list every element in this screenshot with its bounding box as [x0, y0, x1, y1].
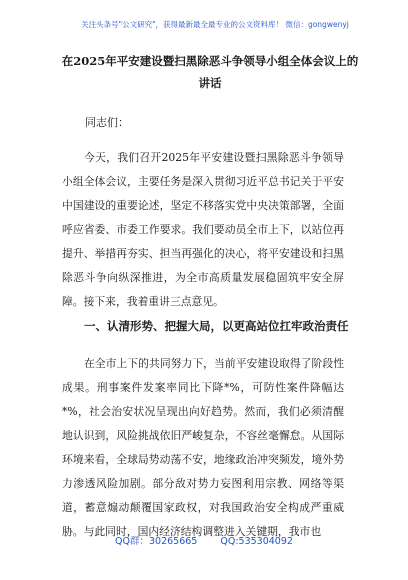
footer-contact — [0, 533, 408, 547]
footer-qq-number: QQ:535304092 — [220, 536, 293, 547]
paragraph-intro: 今天，我们召开2025年平安建设暨扫黑除恶斗争领导小组全体会议，主要任务是深入贯彻习近平总书记关于平安中国建设的重要论述，坚定不移落实党中央决策部署，全面呼应省委、市委工作要求。我们要动员全市上下，以站位再提升、举措再夯实、担当再强化的决心，将平安建设和扫黑除恶斗争向纵深推进，为全市高质量发展稳固筑牢安全屏障。接下来，我着重讲三点意见。 — [62, 151, 344, 308]
banner-promo-text: 关注头条号"公文研究"，获得最新最全最专业的公文资料库！ — [81, 20, 284, 29]
footer-qq-group: QQ群：30265665 — [115, 536, 198, 547]
title-line-2: 讲话 — [198, 76, 222, 90]
paragraph-situation: 在全市上下的共同努力下，当前平安建设取得了阶段性成果。刑事案件发案率同比下降*%，可防性案件降幅达*%，社会治安状况呈现出向好趋势。然而，我们必须清醒地认识到，风险挑战依旧严峻复杂，不容丝毫懈怠。从国际环境来看，全球局势动荡不安，地缘政治冲突频发，境外势力渗透风险加剧。部分敌对势力妄图利用宗教、网络等渠道，蓄意煽动颠覆国家政权，对我国政治安全构成严重威胁。与此同时，国内经济结构调整进入关键期，我市也 — [62, 357, 344, 538]
title-line-1: 在2025年平安建设暨扫黑除恶斗争领导小组全体会议上的 — [61, 54, 359, 68]
salutation: 同志们： — [85, 116, 129, 129]
section-heading-1: 一、认清形势、把握大局，以更高站位扛牢政治责任 — [84, 319, 349, 333]
banner-wechat-text: 微信：gongwenyj — [285, 20, 349, 29]
header-banner — [60, 16, 370, 34]
document-title — [60, 50, 360, 94]
